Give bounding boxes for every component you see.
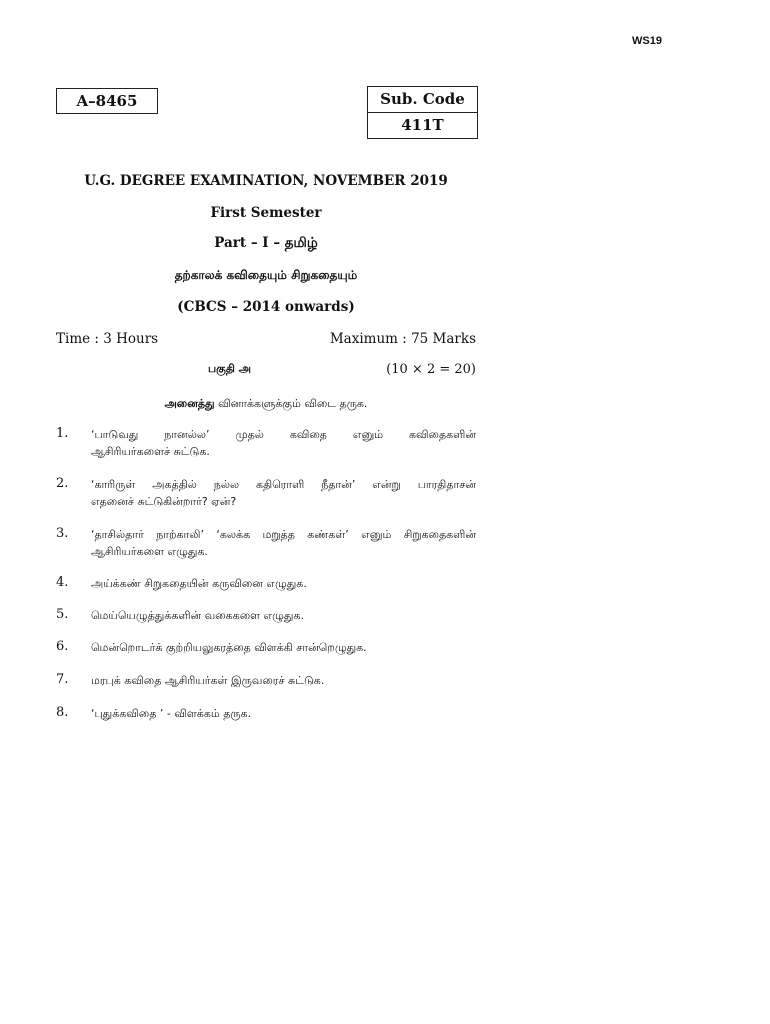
semester-title: First Semester xyxy=(210,205,322,221)
scheme-title: (CBCS – 2014 onwards) xyxy=(177,299,355,315)
question-text-cont: ஆசிரியர்களை எழுதுக. xyxy=(91,545,208,558)
question-text: ‘பாடுவது நானல்ல’ முதல் கவிதை எனும் கவிதைகளின் xyxy=(91,428,476,441)
question-number: 8. xyxy=(56,705,69,720)
question-item xyxy=(56,607,476,624)
part-title: Part – I – தமிழ் xyxy=(214,235,318,251)
section-instruction xyxy=(56,397,476,412)
sub-code-box xyxy=(367,86,478,139)
question-item xyxy=(56,639,476,656)
paper-code-box: A–8465 xyxy=(56,88,158,114)
subject-title: தற்காலக் கவிதையும் சிறுகதையும் xyxy=(174,268,358,282)
instruction-bold: அனைத்து xyxy=(164,397,215,410)
question-text: ‘காரிருள் அகத்தில் நல்ல கதிரொளி நீதான்’ என்று பாரதிதாசன் xyxy=(91,478,476,491)
question-number: 3. xyxy=(56,526,69,541)
question-text: ‘புதுக்கவிதை ’ - விளக்கம் தருக. xyxy=(91,707,252,720)
question-item xyxy=(56,476,476,510)
question-item xyxy=(56,672,476,689)
question-text: அய்க்கண் சிறுகதையின் கருவினை எழுதுக. xyxy=(91,577,307,590)
time-label: Time : 3 Hours xyxy=(56,331,159,347)
question-text: மென்றொடர்க் குற்றியலுகரத்தை விளக்கி சான்றெழுதுக. xyxy=(91,641,367,654)
question-text: மரபுக் கவிதை ஆசிரியர்கள் இருவரைச் சுட்டுக. xyxy=(91,674,325,687)
section-marks: (10 × 2 = 20) xyxy=(386,362,476,377)
instruction-rest: வினாக்களுக்கும் விடை தருக. xyxy=(214,397,368,410)
question-text-cont: எதனைச் சுட்டுகின்றார்? ஏன்? xyxy=(91,495,237,508)
question-number: 4. xyxy=(56,575,69,590)
sub-code-value: 411T xyxy=(368,112,477,138)
question-text: ‘தாசில்தார் நாற்காலி’ ‘கலக்க மறுத்த கண்கள்’ எனும் சிறுகதைகளின் xyxy=(91,528,476,541)
question-number: 1. xyxy=(56,426,69,441)
question-number: 5. xyxy=(56,607,69,622)
question-item xyxy=(56,705,476,722)
question-item xyxy=(56,526,476,560)
question-number: 7. xyxy=(56,672,69,687)
code-tag: WS19 xyxy=(632,35,662,47)
max-marks-label: Maximum : 75 Marks xyxy=(329,331,476,347)
question-item xyxy=(56,575,476,592)
exam-title: U.G. DEGREE EXAMINATION, NOVEMBER 2019 xyxy=(84,173,448,189)
question-text: மெய்யெழுத்துக்களின் வகைகளை எழுதுக. xyxy=(91,609,304,622)
section-label: பகுதி அ xyxy=(208,362,251,375)
question-number: 6. xyxy=(56,639,69,654)
question-item xyxy=(56,426,476,460)
question-text-cont: ஆசிரியர்களைச் சுட்டுக. xyxy=(91,445,210,458)
sub-code-label: Sub. Code xyxy=(380,90,465,108)
question-number: 2. xyxy=(56,476,69,491)
